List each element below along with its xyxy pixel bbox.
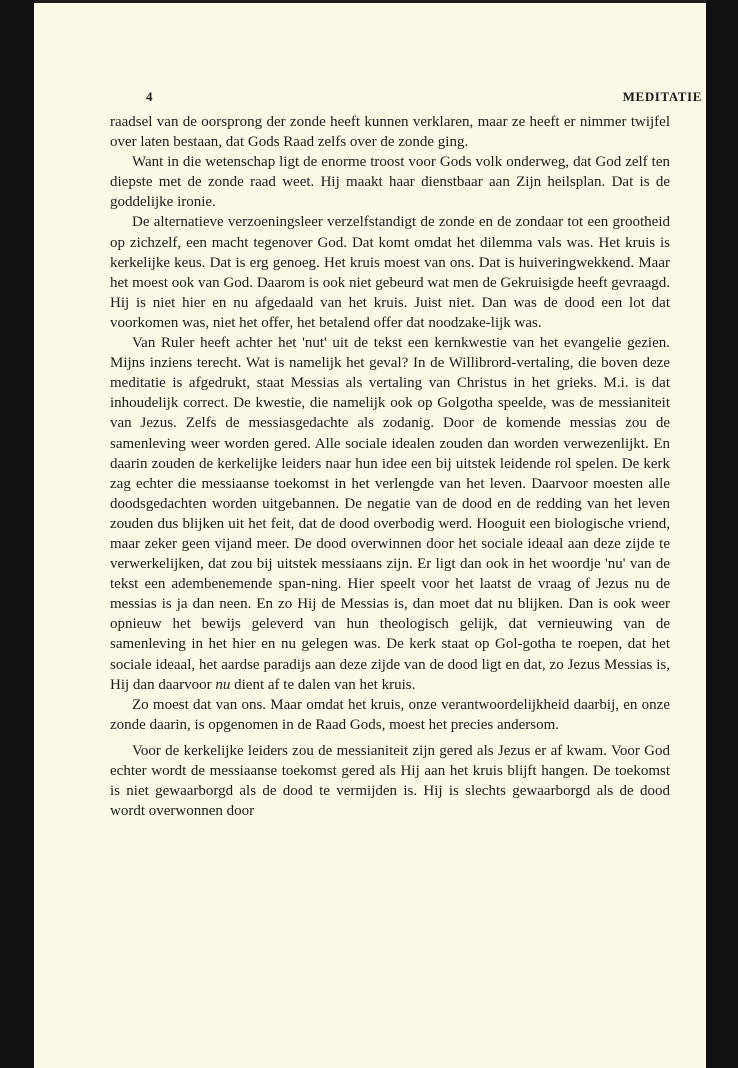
paragraph: Want in die wetenschap ligt de enorme troost voor Gods volk onderweg, dat God zelf ten diepste met de zonde raad weet. Hij maakt haar dienstbaar aan Zijn heilsplan. Dat is de goddelijke ironie. [110,154,670,211]
paragraph: raadsel van de oorsprong der zonde heeft kunnen verklaren, maar ze heeft er nimmer twijfel over laten bestaan, dat Gods Raad zelfs over de zonde ging. [110,114,670,151]
page-number: 4 [146,89,153,104]
page-header [146,89,702,109]
running-title: MEDITATIE [622,89,702,104]
paragraph-text-continued: dient af te dalen van het kruis. [234,676,416,693]
paragraph: Voor de kerkelijke leiders zou de messianiteit zijn gered als Jezus er af kwam. Voor God echter wordt de messiaanse toekomst gered als Hij aan het kruis blijft hangen. De toekomst is niet gewaarborgd als de dood te vermijden is. Hij is slechts gewaarborgd als de dood wordt overwonnen door [110,742,670,820]
paragraph: Zo moest dat van ons. Maar omdat het kruis, onze verantwoordelijkheid daarbij, en onze zonde daarin, is opgenomen in de Raad Gods, moest het precies andersom. [110,696,670,733]
paragraph-text: Van Ruler heeft achter het 'nut' uit de tekst een kernkwestie van het evangelie gezien. Mijns inziens terecht. Wat is namelijk het geval? In de Willibrord-vertaling, die boven deze meditatie is afgedrukt, staat Messias als vertaling van Christus in het grieks. M.i. is dat inhoudelijk correct. De kwestie, die namelijk ook op Golgotha speelde, was de messianiteit van Jezus. Zelfs de messiasgedachte als zodanig. Door de komende messias zou de samenleving weer worden gered. Alle sociale idealen zouden dan worden verwezenlijkt. En daarin zouden de kerkelijke leiders naar hun idee een bij uitstek leidende rol spelen. De kerk zag echter die messiaanse toekomst in het verlengde van het leven. Daarvoor moesten alle doodsgedachten worden uitgebannen. De negatie van de dood en de redding van het leven zouden dus blijken uit het feit, dat de dood overbodig werd. Hooguit een biologische vriend, maar zeker geen vijand meer. De dood overwinnen door het sociale ideaal aan deze zijde te verwerkelijken, dat zou bij uitstek messiaans zijn. Er ligt dan ook in het woordje 'nu' van de tekst een adembenemende span-ning. Hier speelt voor het laatst de vraag of Jezus nu de messias is ja dan neen. En zo Hij de Messias is, dan moet dat nu blijken. Dan is ook weer opnieuw het bewijs geleverd van hun theologisch gelijk, dat vernieuwing van de samenleving in het hier en nu gelegen was. De kerk staat op Gol-gotha te roepen, dat het sociale ideaal, het aardse paradijs aan deze zijde van de dood ligt en dat, zo Jezus Messias is, Hij dan daarvoor [110,335,670,693]
emphasized-word: nu [215,676,231,693]
body-text [110,112,670,821]
paragraph [110,333,670,695]
paragraph: De alternatieve verzoeningsleer verzelfstandigt de zonde en de zondaar tot een grootheid op zichzelf, een macht tegenover God. Dat komt omdat het dilemma vals was. Het kruis is kerkelijke keus. Dat is erg genoeg. Het kruis moest van ons. Dat is huiveringwekkend. Maar het moest ook van God. Daarom is ook niet gebeurd wat men de Gekruisigde heeft gevraagd. Hij is niet hier en nu afgedaald van het kruis. Juist niet. Dan was de dood een lot dat voorkomen was, niet het offer, het betalend offer dat noodzake-lijk was. [110,214,670,331]
